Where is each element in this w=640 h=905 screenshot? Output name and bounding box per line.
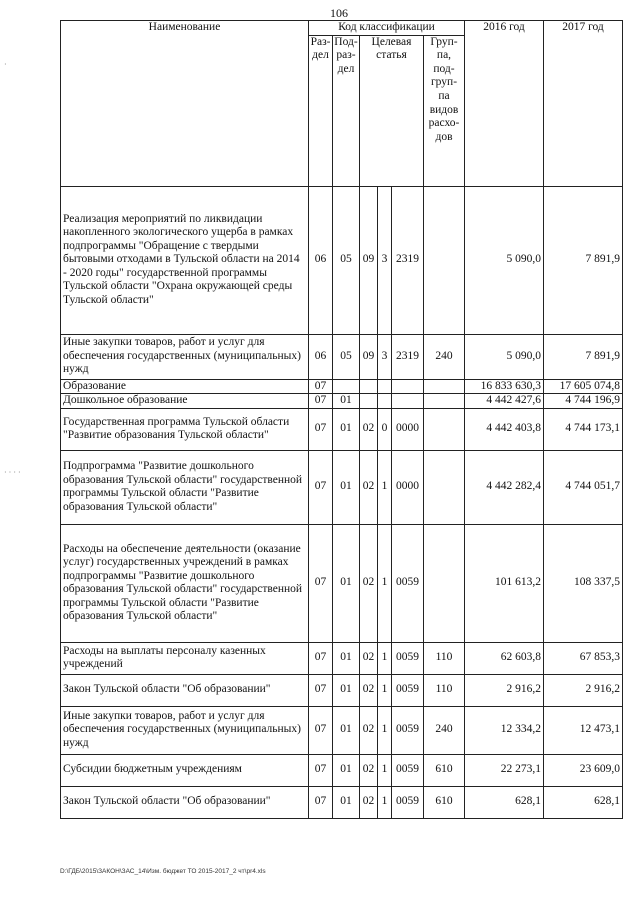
row-target-program: 02 <box>360 706 378 754</box>
row-target-subprogram: 3 <box>378 186 392 334</box>
row-target-subprogram <box>378 394 392 409</box>
row-razdel: 07 <box>309 706 333 754</box>
col-header-name: Наименование <box>61 21 309 187</box>
row-razdel: 06 <box>309 334 333 379</box>
row-target-program: 02 <box>360 754 378 786</box>
row-amount-2016: 4 442 282,4 <box>465 450 544 524</box>
row-amount-2016: 12 334,2 <box>465 706 544 754</box>
row-target-subprogram: 1 <box>378 786 392 818</box>
margin-mark: · · · · <box>4 468 21 477</box>
row-amount-2016: 2 916,2 <box>465 674 544 706</box>
row-target-subprogram: 1 <box>378 754 392 786</box>
col-header-target: Целевая статья <box>360 35 424 186</box>
row-target-direction: 0059 <box>392 674 424 706</box>
col-header-2017: 2017 год <box>544 21 623 187</box>
table-row <box>61 186 623 334</box>
table-row <box>61 786 623 818</box>
row-amount-2017: 2 916,2 <box>544 674 623 706</box>
row-razdel: 07 <box>309 786 333 818</box>
row-razdel: 07 <box>309 674 333 706</box>
row-razdel: 07 <box>309 524 333 642</box>
table-row <box>61 408 623 450</box>
row-amount-2017: 23 609,0 <box>544 754 623 786</box>
row-target-program: 09 <box>360 186 378 334</box>
row-amount-2017: 4 744 051,7 <box>544 450 623 524</box>
row-name: Дошкольное образование <box>61 394 309 409</box>
row-target-subprogram: 1 <box>378 450 392 524</box>
row-target-direction: 2319 <box>392 186 424 334</box>
row-target-subprogram: 1 <box>378 642 392 674</box>
row-name: Образование <box>61 379 309 394</box>
row-target-direction: 0000 <box>392 450 424 524</box>
row-amount-2017: 628,1 <box>544 786 623 818</box>
row-razdel: 07 <box>309 408 333 450</box>
row-name: Иные закупки товаров, работ и услуг для обеспечения государственных (муниципальных) нужд <box>61 706 309 754</box>
row-target-direction: 0059 <box>392 786 424 818</box>
row-amount-2016: 5 090,0 <box>465 186 544 334</box>
row-amount-2016: 4 442 427,6 <box>465 394 544 409</box>
row-expense-group <box>424 379 465 394</box>
col-header-group: Груп- па, под- груп- па видов расхо- дов <box>424 35 465 186</box>
row-target-program: 02 <box>360 450 378 524</box>
row-target-program: 02 <box>360 674 378 706</box>
row-target-program: 02 <box>360 408 378 450</box>
row-name: Расходы на выплаты персоналу казенных учреждений <box>61 642 309 674</box>
row-amount-2016: 4 442 403,8 <box>465 408 544 450</box>
table-row <box>61 379 623 394</box>
row-name: Субсидии бюджетным учреждениям <box>61 754 309 786</box>
row-razdel: 07 <box>309 379 333 394</box>
row-podrazdel: 01 <box>333 786 360 818</box>
row-expense-group: 240 <box>424 706 465 754</box>
row-amount-2016: 628,1 <box>465 786 544 818</box>
row-podrazdel <box>333 379 360 394</box>
row-amount-2016: 5 090,0 <box>465 334 544 379</box>
row-name: Подпрограмма "Развитие дошкольного образования Тульской области" государственной программы Тульской области "Развитие образования Тульской области" <box>61 450 309 524</box>
row-expense-group <box>424 186 465 334</box>
row-name: Закон Тульской области "Об образовании" <box>61 674 309 706</box>
table-row <box>61 394 623 409</box>
table-row <box>61 450 623 524</box>
row-expense-group: 610 <box>424 754 465 786</box>
col-header-classification: Код классификации <box>309 21 465 36</box>
row-amount-2017: 7 891,9 <box>544 186 623 334</box>
row-podrazdel: 01 <box>333 394 360 409</box>
row-podrazdel: 01 <box>333 450 360 524</box>
row-razdel: 07 <box>309 394 333 409</box>
row-expense-group <box>424 450 465 524</box>
row-amount-2016: 22 273,1 <box>465 754 544 786</box>
budget-table <box>60 20 623 819</box>
row-razdel: 07 <box>309 642 333 674</box>
row-target-program: 09 <box>360 334 378 379</box>
table-row <box>61 754 623 786</box>
row-target-direction: 0059 <box>392 706 424 754</box>
table-row <box>61 706 623 754</box>
row-target-program: 02 <box>360 786 378 818</box>
row-expense-group: 240 <box>424 334 465 379</box>
row-target-direction: 0000 <box>392 408 424 450</box>
row-razdel: 06 <box>309 186 333 334</box>
row-amount-2016: 62 603,8 <box>465 642 544 674</box>
row-amount-2016: 101 613,2 <box>465 524 544 642</box>
col-header-razdel: Раз- дел <box>309 35 333 186</box>
row-name: Реализация мероприятий по ликвидации накопленного экологического ущерба в рамках подпрограммы "Обращение с твердыми бытовыми отходами в Тульской области на 2014 - 2020 годы" государственной программы Тульской области "Охрана окружающей среды Тульской области" <box>61 186 309 334</box>
table-row <box>61 674 623 706</box>
row-target-program <box>360 394 378 409</box>
row-razdel: 07 <box>309 754 333 786</box>
row-amount-2017: 4 744 173,1 <box>544 408 623 450</box>
row-amount-2016: 16 833 630,3 <box>465 379 544 394</box>
row-target-direction: 0059 <box>392 524 424 642</box>
row-amount-2017: 67 853,3 <box>544 642 623 674</box>
row-target-subprogram: 3 <box>378 334 392 379</box>
row-target-direction: 0059 <box>392 642 424 674</box>
row-podrazdel: 05 <box>333 334 360 379</box>
file-path-footer: D:\ГДБ\2015\ЗАКОН\ЗАС_14\Изм. бюджет ТО 2015-2017_2 чт\pr4.xls <box>60 868 266 875</box>
row-amount-2017: 12 473,1 <box>544 706 623 754</box>
row-amount-2017: 108 337,5 <box>544 524 623 642</box>
table-row <box>61 642 623 674</box>
col-header-podrazdel: Под- раз- дел <box>333 35 360 186</box>
row-razdel: 07 <box>309 450 333 524</box>
budget-table-wrapper <box>60 20 622 819</box>
row-expense-group <box>424 408 465 450</box>
row-podrazdel: 01 <box>333 674 360 706</box>
margin-mark: · <box>4 60 7 69</box>
table-row <box>61 334 623 379</box>
row-amount-2017: 17 605 074,8 <box>544 379 623 394</box>
row-name: Закон Тульской области "Об образовании" <box>61 786 309 818</box>
row-target-program: 02 <box>360 524 378 642</box>
row-amount-2017: 4 744 196,9 <box>544 394 623 409</box>
row-target-subprogram: 1 <box>378 706 392 754</box>
row-podrazdel: 01 <box>333 524 360 642</box>
row-target-direction: 0059 <box>392 754 424 786</box>
row-name: Государственная программа Тульской области "Развитие образования Тульской области" <box>61 408 309 450</box>
row-target-direction <box>392 394 424 409</box>
row-expense-group <box>424 394 465 409</box>
row-podrazdel: 01 <box>333 408 360 450</box>
row-target-program <box>360 379 378 394</box>
row-expense-group: 610 <box>424 786 465 818</box>
row-expense-group: 110 <box>424 674 465 706</box>
row-name: Расходы на обеспечение деятельности (оказание услуг) государственных учреждений в рамках подпрограммы "Развитие дошкольного образования Тульской области" государственной программы Тульской области "Развитие образования Тульской области" <box>61 524 309 642</box>
row-target-subprogram: 0 <box>378 408 392 450</box>
row-target-program: 02 <box>360 642 378 674</box>
row-podrazdel: 01 <box>333 642 360 674</box>
table-body <box>61 186 623 818</box>
col-header-2016: 2016 год <box>465 21 544 187</box>
row-target-subprogram: 1 <box>378 524 392 642</box>
row-target-subprogram <box>378 379 392 394</box>
row-amount-2017: 7 891,9 <box>544 334 623 379</box>
row-name: Иные закупки товаров, работ и услуг для обеспечения государственных (муниципальных) нужд <box>61 334 309 379</box>
row-podrazdel: 05 <box>333 186 360 334</box>
table-row <box>61 524 623 642</box>
row-podrazdel: 01 <box>333 754 360 786</box>
row-target-direction: 2319 <box>392 334 424 379</box>
row-expense-group: 110 <box>424 642 465 674</box>
row-podrazdel: 01 <box>333 706 360 754</box>
row-expense-group <box>424 524 465 642</box>
page-number: 106 <box>330 6 348 20</box>
row-target-subprogram: 1 <box>378 674 392 706</box>
row-target-direction <box>392 379 424 394</box>
